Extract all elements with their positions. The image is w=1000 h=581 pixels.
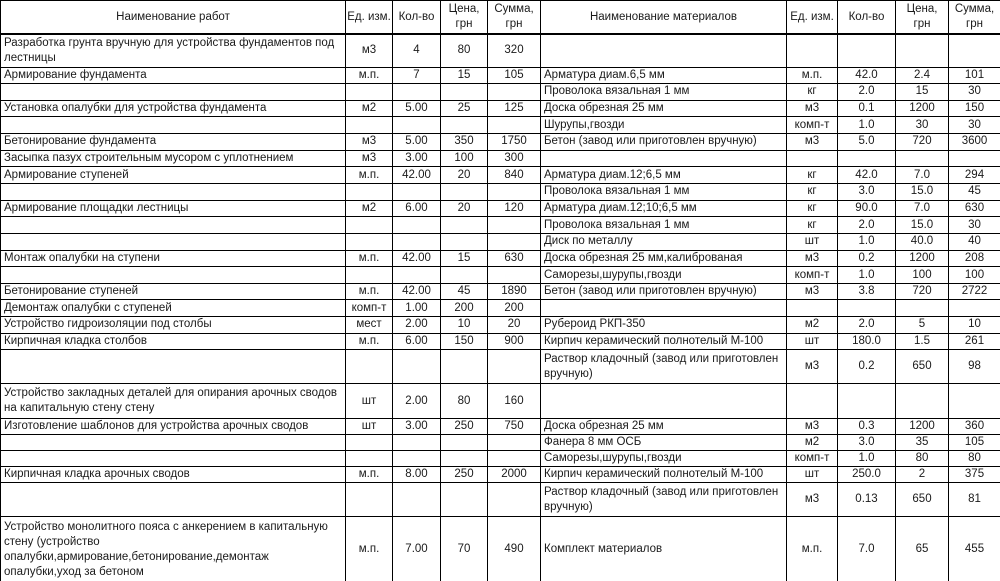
material-sum-cell: 630 <box>949 200 1000 217</box>
work-unit-cell: м.п. <box>346 167 393 184</box>
work-price-cell <box>441 217 488 234</box>
table-row <box>1 419 1000 435</box>
work-name-cell <box>1 233 346 250</box>
material-name-cell: Кирпич керамический полнотелый М-100 <box>541 467 787 483</box>
work-price-cell <box>441 267 488 284</box>
material-unit-cell: кг <box>787 84 838 101</box>
material-price-cell: 15.0 <box>896 183 949 200</box>
material-name-cell: Доска обрезная 25 мм <box>541 419 787 435</box>
material-name-cell: Арматура диам.12;10;6,5 мм <box>541 200 787 217</box>
material-name-cell: Бетон (завод или приготовлен вручную) <box>541 283 787 300</box>
material-name-cell: Проволока вязальная 1 мм <box>541 183 787 200</box>
table-row <box>1 183 1000 200</box>
work-qty-cell: 6.00 <box>393 333 441 350</box>
work-price-cell <box>441 183 488 200</box>
table-row <box>1 283 1000 300</box>
work-price-cell <box>441 451 488 467</box>
material-price-cell: 1200 <box>896 419 949 435</box>
material-unit-cell: шт <box>787 333 838 350</box>
work-unit-cell: м3 <box>346 150 393 167</box>
material-unit-cell: кг <box>787 200 838 217</box>
material-name-cell: Комплект материалов <box>541 517 787 581</box>
work-sum-cell: 200 <box>488 300 541 317</box>
material-price-cell <box>896 384 949 419</box>
material-unit-cell <box>787 150 838 167</box>
work-sum-cell: 900 <box>488 333 541 350</box>
work-sum-cell: 300 <box>488 150 541 167</box>
work-price-cell: 150 <box>441 333 488 350</box>
material-unit-cell: шт <box>787 233 838 250</box>
work-qty-cell <box>393 483 441 517</box>
material-sum-cell: 30 <box>949 84 1000 101</box>
work-name-cell <box>1 435 346 451</box>
work-sum-cell: 1750 <box>488 134 541 151</box>
material-unit-cell: кг <box>787 167 838 184</box>
material-sum-cell: 80 <box>949 451 1000 467</box>
material-name-cell: Доска обрезная 25 мм <box>541 100 787 117</box>
work-name-cell: Армирование ступеней <box>1 167 346 184</box>
table-row <box>1 483 1000 517</box>
table-row <box>1 100 1000 117</box>
table-row <box>1 467 1000 483</box>
work-qty-cell <box>393 350 441 384</box>
material-qty-cell: 1.0 <box>838 267 896 284</box>
material-unit-cell <box>787 384 838 419</box>
material-unit-cell: шт <box>787 467 838 483</box>
work-name-cell <box>1 267 346 284</box>
material-price-cell: 40.0 <box>896 233 949 250</box>
material-name-cell: Фанера 8 мм ОСБ <box>541 435 787 451</box>
col-header-work-sum: Сумма, грн <box>488 1 541 35</box>
work-unit-cell: м2 <box>346 100 393 117</box>
material-price-cell: 720 <box>896 283 949 300</box>
table-row <box>1 317 1000 334</box>
material-price-cell: 65 <box>896 517 949 581</box>
material-price-cell: 650 <box>896 350 949 384</box>
material-qty-cell: 42.0 <box>838 167 896 184</box>
material-name-cell: Диск по металлу <box>541 233 787 250</box>
table-row <box>1 233 1000 250</box>
material-sum-cell: 455 <box>949 517 1000 581</box>
table-row <box>1 517 1000 581</box>
material-price-cell: 650 <box>896 483 949 517</box>
work-qty-cell <box>393 84 441 101</box>
work-name-cell <box>1 217 346 234</box>
material-unit-cell: м2 <box>787 317 838 334</box>
col-header-work-unit: Ед. изм. <box>346 1 393 35</box>
work-name-cell <box>1 483 346 517</box>
material-name-cell <box>541 150 787 167</box>
col-header-work-name: Наименование работ <box>1 1 346 35</box>
work-qty-cell <box>393 183 441 200</box>
material-qty-cell: 5.0 <box>838 134 896 151</box>
table-row <box>1 200 1000 217</box>
col-header-material-qty: Кол-во <box>838 1 896 35</box>
work-price-cell: 80 <box>441 34 488 67</box>
work-qty-cell <box>393 435 441 451</box>
material-sum-cell: 105 <box>949 435 1000 451</box>
material-name-cell <box>541 34 787 67</box>
material-qty-cell: 1.0 <box>838 117 896 134</box>
material-sum-cell: 208 <box>949 250 1000 267</box>
work-price-cell: 350 <box>441 134 488 151</box>
work-qty-cell <box>393 451 441 467</box>
work-price-cell: 20 <box>441 167 488 184</box>
material-unit-cell: м3 <box>787 483 838 517</box>
material-qty-cell: 0.2 <box>838 350 896 384</box>
work-qty-cell <box>393 117 441 134</box>
table-body <box>1 34 1000 581</box>
material-unit-cell: м2 <box>787 435 838 451</box>
material-sum-cell: 40 <box>949 233 1000 250</box>
work-qty-cell: 7 <box>393 67 441 84</box>
work-qty-cell: 42.00 <box>393 167 441 184</box>
work-qty-cell: 6.00 <box>393 200 441 217</box>
work-unit-cell: шт <box>346 384 393 419</box>
work-sum-cell <box>488 451 541 467</box>
work-qty-cell: 42.00 <box>393 250 441 267</box>
material-sum-cell: 45 <box>949 183 1000 200</box>
material-name-cell: Саморезы,шурупы,гвозди <box>541 451 787 467</box>
material-name-cell: Проволока вязальная 1 мм <box>541 217 787 234</box>
material-name-cell: Проволока вязальная 1 мм <box>541 84 787 101</box>
material-qty-cell: 1.0 <box>838 451 896 467</box>
work-qty-cell: 3.00 <box>393 419 441 435</box>
material-sum-cell <box>949 150 1000 167</box>
work-sum-cell <box>488 267 541 284</box>
material-price-cell: 2 <box>896 467 949 483</box>
work-name-cell: Устройство гидроизоляции под столбы <box>1 317 346 334</box>
work-sum-cell <box>488 183 541 200</box>
material-sum-cell: 150 <box>949 100 1000 117</box>
work-unit-cell: м3 <box>346 34 393 67</box>
work-qty-cell: 1.00 <box>393 300 441 317</box>
material-sum-cell <box>949 300 1000 317</box>
material-qty-cell: 7.0 <box>838 517 896 581</box>
col-header-material-name: Наименование материалов <box>541 1 787 35</box>
work-sum-cell: 320 <box>488 34 541 67</box>
material-name-cell: Раствор кладочный (завод или приготовлен вручную) <box>541 350 787 384</box>
work-price-cell: 100 <box>441 150 488 167</box>
material-unit-cell: м3 <box>787 134 838 151</box>
material-price-cell: 35 <box>896 435 949 451</box>
material-name-cell <box>541 384 787 419</box>
material-qty-cell <box>838 34 896 67</box>
table-row <box>1 84 1000 101</box>
work-qty-cell: 3.00 <box>393 150 441 167</box>
work-price-cell <box>441 84 488 101</box>
material-price-cell: 2.4 <box>896 67 949 84</box>
work-name-cell: Бетонирование фундамента <box>1 134 346 151</box>
work-name-cell <box>1 117 346 134</box>
material-price-cell: 7.0 <box>896 200 949 217</box>
work-name-cell: Армирование площадки лестницы <box>1 200 346 217</box>
table-row <box>1 435 1000 451</box>
work-price-cell <box>441 350 488 384</box>
work-sum-cell: 20 <box>488 317 541 334</box>
work-price-cell <box>441 117 488 134</box>
material-name-cell: Доска обрезная 25 мм,калиброваная <box>541 250 787 267</box>
material-qty-cell: 0.1 <box>838 100 896 117</box>
material-unit-cell <box>787 34 838 67</box>
table-row <box>1 167 1000 184</box>
material-unit-cell: комп-т <box>787 267 838 284</box>
table-row <box>1 350 1000 384</box>
material-price-cell <box>896 150 949 167</box>
work-unit-cell: м.п. <box>346 283 393 300</box>
material-sum-cell: 10 <box>949 317 1000 334</box>
work-qty-cell: 7.00 <box>393 517 441 581</box>
material-price-cell: 720 <box>896 134 949 151</box>
col-header-material-price: Цена, грн <box>896 1 949 35</box>
material-qty-cell: 180.0 <box>838 333 896 350</box>
material-unit-cell: кг <box>787 183 838 200</box>
work-sum-cell: 840 <box>488 167 541 184</box>
work-unit-cell <box>346 84 393 101</box>
material-sum-cell: 81 <box>949 483 1000 517</box>
material-qty-cell <box>838 384 896 419</box>
work-price-cell: 15 <box>441 67 488 84</box>
table-row <box>1 384 1000 419</box>
work-name-cell: Монтаж опалубки на ступени <box>1 250 346 267</box>
material-name-cell: Бетон (завод или приготовлен вручную) <box>541 134 787 151</box>
material-qty-cell: 0.13 <box>838 483 896 517</box>
material-unit-cell: кг <box>787 217 838 234</box>
work-unit-cell: м.п. <box>346 333 393 350</box>
material-price-cell: 80 <box>896 451 949 467</box>
work-sum-cell: 750 <box>488 419 541 435</box>
material-sum-cell: 30 <box>949 117 1000 134</box>
material-sum-cell: 3600 <box>949 134 1000 151</box>
material-sum-cell: 360 <box>949 419 1000 435</box>
material-sum-cell: 2722 <box>949 283 1000 300</box>
work-name-cell: Засыпка пазух строительным мусором с уплотнением <box>1 150 346 167</box>
work-name-cell: Разработка грунта вручную для устройства фундаментов под лестницы <box>1 34 346 67</box>
material-name-cell: Арматура диам.12;6,5 мм <box>541 167 787 184</box>
work-price-cell: 200 <box>441 300 488 317</box>
material-unit-cell: комп-т <box>787 451 838 467</box>
material-qty-cell <box>838 300 896 317</box>
work-unit-cell <box>346 435 393 451</box>
material-qty-cell: 2.0 <box>838 217 896 234</box>
work-sum-cell <box>488 233 541 250</box>
header-row <box>1 1 1000 35</box>
material-price-cell: 15.0 <box>896 217 949 234</box>
material-qty-cell: 0.3 <box>838 419 896 435</box>
table-row <box>1 217 1000 234</box>
work-unit-cell <box>346 233 393 250</box>
work-name-cell: Устройство монолитного пояса с анкерением в капитальную стену (устройство опалубки,армирование,бетонирование,демонтаж опалубки,уход за бетоном <box>1 517 346 581</box>
work-sum-cell: 490 <box>488 517 541 581</box>
material-qty-cell: 42.0 <box>838 67 896 84</box>
material-price-cell <box>896 300 949 317</box>
material-qty-cell: 90.0 <box>838 200 896 217</box>
material-price-cell: 1200 <box>896 250 949 267</box>
work-unit-cell <box>346 350 393 384</box>
col-header-work-price: Цена, грн <box>441 1 488 35</box>
work-unit-cell: м3 <box>346 134 393 151</box>
work-price-cell: 250 <box>441 467 488 483</box>
work-unit-cell: м.п. <box>346 467 393 483</box>
work-sum-cell <box>488 117 541 134</box>
material-sum-cell: 100 <box>949 267 1000 284</box>
material-price-cell: 15 <box>896 84 949 101</box>
work-qty-cell <box>393 233 441 250</box>
work-price-cell: 15 <box>441 250 488 267</box>
material-qty-cell: 2.0 <box>838 84 896 101</box>
work-qty-cell <box>393 217 441 234</box>
col-header-material-sum: Сумма, грн <box>949 1 1000 35</box>
material-sum-cell: 98 <box>949 350 1000 384</box>
work-price-cell: 45 <box>441 283 488 300</box>
work-price-cell <box>441 435 488 451</box>
table-row <box>1 267 1000 284</box>
work-qty-cell: 4 <box>393 34 441 67</box>
work-name-cell <box>1 84 346 101</box>
work-price-cell: 80 <box>441 384 488 419</box>
material-unit-cell: м.п. <box>787 67 838 84</box>
work-name-cell <box>1 183 346 200</box>
material-name-cell <box>541 300 787 317</box>
material-qty-cell: 0.2 <box>838 250 896 267</box>
work-name-cell: Устройство закладных деталей для опирания арочных сводов на капитальную стену стену <box>1 384 346 419</box>
work-name-cell: Демонтаж опалубки с ступеней <box>1 300 346 317</box>
work-name-cell: Армирование фундамента <box>1 67 346 84</box>
table-row <box>1 150 1000 167</box>
work-qty-cell: 2.00 <box>393 384 441 419</box>
work-sum-cell <box>488 84 541 101</box>
material-sum-cell: 101 <box>949 67 1000 84</box>
col-header-work-qty: Кол-во <box>393 1 441 35</box>
work-sum-cell <box>488 217 541 234</box>
material-unit-cell: м3 <box>787 100 838 117</box>
work-price-cell <box>441 483 488 517</box>
material-name-cell: Кирпич керамический полнотелый М-100 <box>541 333 787 350</box>
material-price-cell: 1.5 <box>896 333 949 350</box>
work-sum-cell: 630 <box>488 250 541 267</box>
table-row <box>1 34 1000 67</box>
col-header-material-unit: Ед. изм. <box>787 1 838 35</box>
work-unit-cell: комп-т <box>346 300 393 317</box>
material-price-cell: 7.0 <box>896 167 949 184</box>
material-qty-cell: 2.0 <box>838 317 896 334</box>
table-row <box>1 333 1000 350</box>
work-name-cell: Изготовление шаблонов для устройства арочных сводов <box>1 419 346 435</box>
work-unit-cell: м.п. <box>346 250 393 267</box>
work-sum-cell: 105 <box>488 67 541 84</box>
work-unit-cell <box>346 451 393 467</box>
material-sum-cell: 294 <box>949 167 1000 184</box>
material-qty-cell: 1.0 <box>838 233 896 250</box>
work-qty-cell: 2.00 <box>393 317 441 334</box>
work-unit-cell <box>346 483 393 517</box>
material-sum-cell <box>949 34 1000 67</box>
material-price-cell <box>896 34 949 67</box>
material-sum-cell: 261 <box>949 333 1000 350</box>
work-sum-cell <box>488 435 541 451</box>
table-row <box>1 250 1000 267</box>
material-price-cell: 5 <box>896 317 949 334</box>
work-price-cell: 25 <box>441 100 488 117</box>
material-qty-cell <box>838 150 896 167</box>
work-unit-cell <box>346 267 393 284</box>
table-row <box>1 117 1000 134</box>
material-qty-cell: 3.0 <box>838 435 896 451</box>
work-qty-cell: 5.00 <box>393 100 441 117</box>
work-unit-cell: мест <box>346 317 393 334</box>
material-price-cell: 100 <box>896 267 949 284</box>
material-qty-cell: 250.0 <box>838 467 896 483</box>
work-sum-cell: 2000 <box>488 467 541 483</box>
material-name-cell: Шурупы,гвозди <box>541 117 787 134</box>
table-row <box>1 451 1000 467</box>
material-qty-cell: 3.0 <box>838 183 896 200</box>
table-row <box>1 67 1000 84</box>
work-price-cell: 70 <box>441 517 488 581</box>
material-price-cell: 30 <box>896 117 949 134</box>
work-price-cell <box>441 233 488 250</box>
material-unit-cell: м3 <box>787 283 838 300</box>
work-qty-cell: 42.00 <box>393 283 441 300</box>
material-unit-cell: м.п. <box>787 517 838 581</box>
work-sum-cell: 1890 <box>488 283 541 300</box>
material-name-cell: Раствор кладочный (завод или приготовлен вручную) <box>541 483 787 517</box>
work-qty-cell <box>393 267 441 284</box>
material-name-cell: Рубероид РКП-350 <box>541 317 787 334</box>
work-sum-cell: 120 <box>488 200 541 217</box>
work-sum-cell: 125 <box>488 100 541 117</box>
work-qty-cell: 8.00 <box>393 467 441 483</box>
work-qty-cell: 5.00 <box>393 134 441 151</box>
work-name-cell: Кирпичная кладка арочных сводов <box>1 467 346 483</box>
work-price-cell: 20 <box>441 200 488 217</box>
work-sum-cell: 160 <box>488 384 541 419</box>
material-unit-cell: м3 <box>787 350 838 384</box>
material-sum-cell: 30 <box>949 217 1000 234</box>
material-unit-cell: комп-т <box>787 117 838 134</box>
work-unit-cell <box>346 217 393 234</box>
work-unit-cell: м.п. <box>346 67 393 84</box>
material-qty-cell: 3.8 <box>838 283 896 300</box>
work-price-cell: 10 <box>441 317 488 334</box>
work-price-cell: 250 <box>441 419 488 435</box>
work-sum-cell <box>488 350 541 384</box>
material-sum-cell: 375 <box>949 467 1000 483</box>
work-name-cell: Установка опалубки для устройства фундамента <box>1 100 346 117</box>
material-price-cell: 1200 <box>896 100 949 117</box>
material-unit-cell: м3 <box>787 419 838 435</box>
work-unit-cell <box>346 117 393 134</box>
work-unit-cell <box>346 183 393 200</box>
work-unit-cell: шт <box>346 419 393 435</box>
work-name-cell <box>1 350 346 384</box>
table-row <box>1 134 1000 151</box>
table-row <box>1 300 1000 317</box>
material-name-cell: Саморезы,шурупы,гвозди <box>541 267 787 284</box>
material-name-cell: Арматура диам.6,5 мм <box>541 67 787 84</box>
work-name-cell: Бетонирование ступеней <box>1 283 346 300</box>
work-unit-cell: м.п. <box>346 517 393 581</box>
work-sum-cell <box>488 483 541 517</box>
material-unit-cell: м3 <box>787 250 838 267</box>
work-name-cell: Кирпичная кладка столбов <box>1 333 346 350</box>
work-name-cell <box>1 451 346 467</box>
work-unit-cell: м2 <box>346 200 393 217</box>
material-unit-cell <box>787 300 838 317</box>
material-sum-cell <box>949 384 1000 419</box>
